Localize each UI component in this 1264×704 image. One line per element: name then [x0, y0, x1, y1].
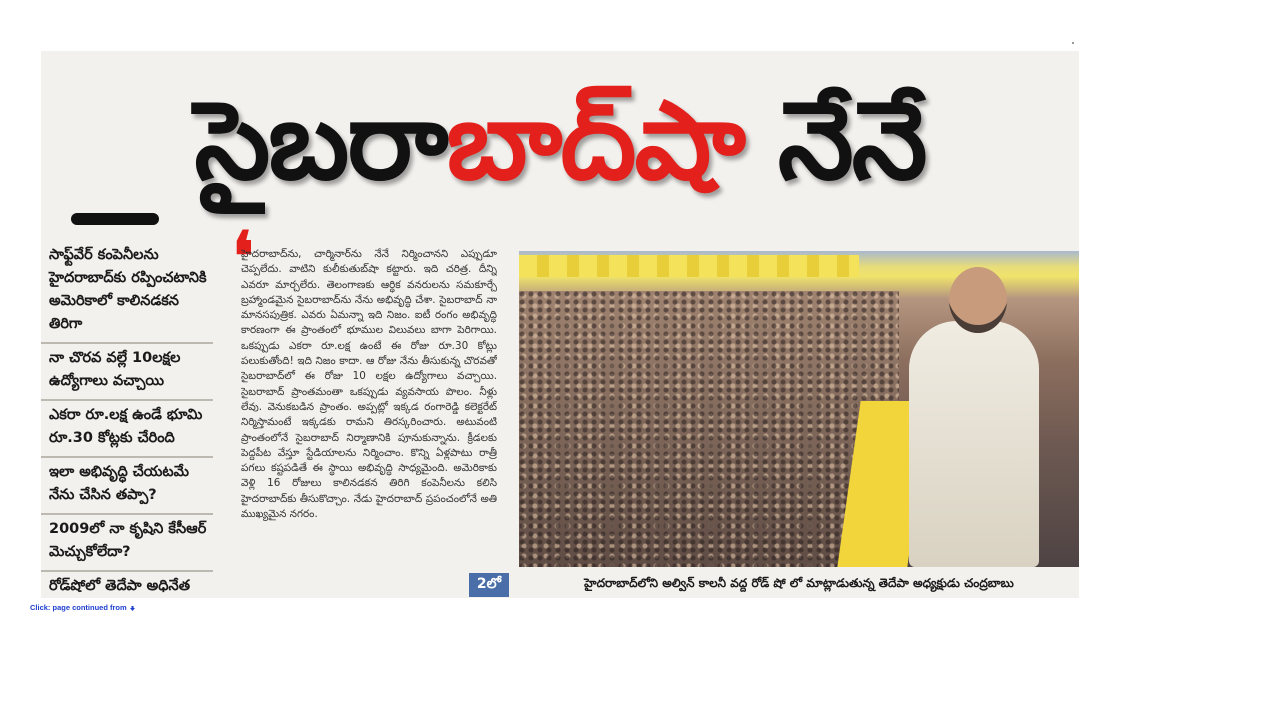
photo-speaker-head: [949, 267, 1007, 333]
quote-icon: ❛: [232, 217, 254, 297]
corner-mark: [1072, 42, 1074, 44]
highlight-point: నా చొరవ వల్లే 10లక్షల ఉద్యోగాలు వచ్చాయి: [41, 344, 213, 401]
page-continued-link[interactable]: [30, 603, 135, 612]
headline-underline: [71, 213, 159, 225]
highlight-point: సాఫ్ట్‌వేర్ కంపెనీలను హైదరాబాద్‌కు రప్పించటానికి అమెరికాలో కాలినడకన తిరిగా: [41, 241, 213, 344]
highlight-point: ఎకరా రూ.లక్ష ఉండే భూమి రూ.30 కోట్లకు చేరింది: [41, 401, 213, 458]
photo-banners: [519, 255, 859, 277]
highlight-point: ఇలా అభివృద్ధి చేయటమే నేను చేసిన తప్పా?: [41, 458, 213, 515]
highlights-column: [41, 241, 213, 598]
continued-link-label: Click: page continued from: [30, 603, 127, 612]
headline-part-2: బాద్‌షా: [446, 79, 744, 204]
highlight-point: రోడ్‌షోలో తెదేపా అధినేత: [49, 578, 190, 594]
newspaper-clipping: [41, 51, 1079, 598]
highlight-point: 2009లో నా కృషిని కేసీఆర్ మెచ్చుకోలేదా?: [41, 515, 213, 572]
article-body: హైదరాబాద్‌ను, చార్మినార్‌ను నేనే నిర్మించానని ఎప్పుడూ చెప్పలేదు. వాటిని కులీకుతుబ్‌షా కట్టారు. ఇది చరిత్ర. దీన్ని ఎవరూ మార్చలేరు. తెలంగాణకు ఆర్థిక వనరులను సమకూర్చే బ్రహ్మాండమైన సైబరాబాద్‌ను నేను అభివృద్ధి చేశా. సైబరాబాద్ నా మానసపుత్రిక. ఎవరు ఏమన్నా ఇది నిజం. ఐటీ రంగం అభివృద్ధి కారణంగా ఈ ప్రాంతంలో భూముల విలువలు బాగా పెరిగాయి. ఒకప్పుడు ఎకరా రూ.లక్ష ఉంటే ఈ రోజు రూ.30 కోట్లు పలుకుతోంది! ఇది నిజం కాదా. ఆ రోజు నేను తీసుకున్న చొరవతో సైబరాబాద్‌లో ఈ రోజు 10 లక్షల ఉద్యోగాలు వచ్చాయి. సైబరాబాద్ ప్రాంతమంతా ఒకప్పుడు వ్యవసాయ పొలం. నీళ్లు లేవు. వెనుకబడిన ప్రాంతం. అప్పట్లో ఇక్కడ రంగారెడ్డి కలెక్టరేట్ నిర్మిస్తామంటే ఇక్కడకు రామని తిరస్కరించారు. అటువంటి ప్రాంతంలోనే సైబరాబాద్ నిర్మాణానికి పూనుకున్నాను. క్రీడలకు పెద్దపీట వేస్తూ స్టేడియాలను నిర్మించాం. కొన్ని ఏళ్లపాటు రాత్రీ పగలు కష్టపడితే ఈ స్థాయి అభివృద్ధి సాధ్యమైంది. అమెరికాకు వెళ్లి 16 రోజులు కాలినడకన తిరిగి కంపెనీలను కలిసి హైదరాబాద్‌కు తీసుకొచ్చాం. నేడు హైదరాబాద్ ప్రపంచంలోనే అతి ముఖ్యమైన నగరం.: [241, 248, 497, 521]
rally-photo: [519, 251, 1079, 567]
photo-speaker: [909, 321, 1039, 567]
photo-caption: హైదరాబాద్‌లోని అల్విన్ కాలనీ వద్ద రోడ్ షో లో మాట్లాడుతున్న తెదేపా అధ్యక్షుడు చంద్రబాబు: [584, 576, 1014, 590]
headline: [41, 51, 1079, 233]
photo-crowd: [519, 291, 899, 567]
headline-part-3: నేనే: [777, 79, 926, 204]
arrow-icon: [130, 606, 135, 611]
headline-part-1: సైబరా: [194, 79, 447, 204]
page-reference-badge: 2లో: [469, 573, 509, 597]
